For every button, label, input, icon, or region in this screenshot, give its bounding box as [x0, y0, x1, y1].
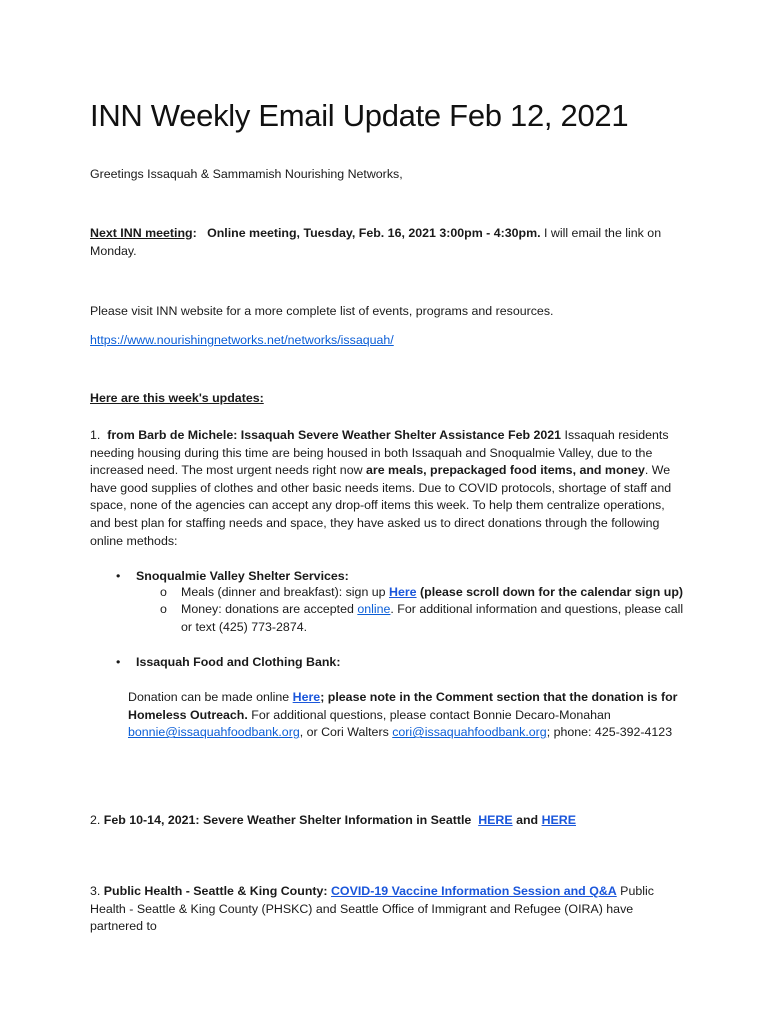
bullet-icon: • — [116, 569, 121, 583]
money-online-link[interactable]: online — [357, 602, 391, 616]
meeting-after: I will email the link on Monday. — [90, 226, 662, 258]
item-2-lead: Feb 10-14, 2021: Severe Weather Shelter Information in Seattle — [103, 813, 472, 827]
updates-heading: Here are this week's updates: — [90, 391, 264, 405]
visit-link-row — [90, 332, 686, 350]
page-title: INN Weekly Email Update Feb 12, 2021 — [90, 98, 629, 133]
seattle-shelter-link-2[interactable]: HERE — [541, 813, 576, 827]
food-bank-label: Issaquah Food and Clothing Bank: — [136, 655, 341, 669]
item-1-urgent-needs: are meals, prepackaged food items, and money — [365, 463, 645, 478]
item-1-paragraph: 1. from Barb de Michele: Issaquah Severe Weather Shelter Assistance Feb 2021 Issaquah residents needing housing during this time are being housed in both Issaquah and Snoqualmie Valley, due to the increased need. The most urgent needs right now are meals, prepackaged food items, and money. We have good supplies of clothes and other basic needs items. Due to COVID protocols, shortage of staff and space, none of the agencies can accept any drop-off items this week. To help them centralize operations, and best plan for staffing needs and space, they have asked us to direct donations through the following online methods: — [90, 428, 672, 548]
seattle-shelter-link-1[interactable]: HERE — [478, 813, 513, 827]
item-3-paragraph: 3. Public Health - Seattle & King County: COVID-19 Vaccine Information Session and Q&A Public Health - Seattle & King County (PHSKC) and Seattle Office of Immigrant and Refugee (OIRA) have partnered to — [90, 884, 654, 934]
greeting: Greetings Issaquah & Sammamish Nourishing Networks, — [90, 167, 403, 181]
item-1-lead: from Barb de Michele: Issaquah Severe Weather Shelter Assistance Feb 2021 — [107, 428, 562, 442]
food-bank-paragraph: Donation can be made online Here; please note in the Comment section that the donation is for Homeless Outreach. For additional questions, please contact Bonnie Decaro-Monahan bonnie@issaquahfoodbank.org, or Cori Walters cori@issaquahfoodbank.org; phone: 425-392-4123 — [128, 690, 678, 740]
bonnie-email-link[interactable]: bonnie@issaquahfoodbank.org — [128, 725, 300, 740]
inn-website-link[interactable]: https://www.nourishingnetworks.net/networks/issaquah/ — [90, 333, 394, 347]
meeting-paragraph: Next INN meeting: Online meeting, Tuesday, Feb. 16, 2021 3:00pm - 4:30pm. I will email the link on Monday. — [90, 226, 662, 258]
food-bank-donate-link[interactable]: Here — [292, 690, 321, 704]
item-2-paragraph: 2. Feb 10-14, 2021: Severe Weather Shelter Information in Seattle HERE and HERE — [90, 813, 576, 827]
cori-email-link[interactable]: cori@issaquahfoodbank.org — [392, 725, 547, 740]
circle-bullet-icon: o — [160, 602, 167, 616]
snoqualmie-label: Snoqualmie Valley Shelter Services: — [136, 569, 349, 583]
circle-bullet-icon: o — [160, 585, 167, 599]
item-3-lead: Public Health - Seattle & King County: — [103, 884, 328, 898]
bullet-icon: • — [116, 655, 121, 669]
meeting-label: Next INN meeting — [90, 226, 193, 240]
vaccine-session-link[interactable]: COVID-19 Vaccine Information Session and Q&A — [330, 884, 617, 898]
visit-text: Please visit INN website for a more complete list of events, programs and resources. — [90, 304, 554, 318]
meeting-details: Online meeting, Tuesday, Feb. 16, 2021 3:00pm - 4:30pm. — [207, 226, 541, 240]
meals-signup-link[interactable]: Here — [389, 585, 417, 599]
